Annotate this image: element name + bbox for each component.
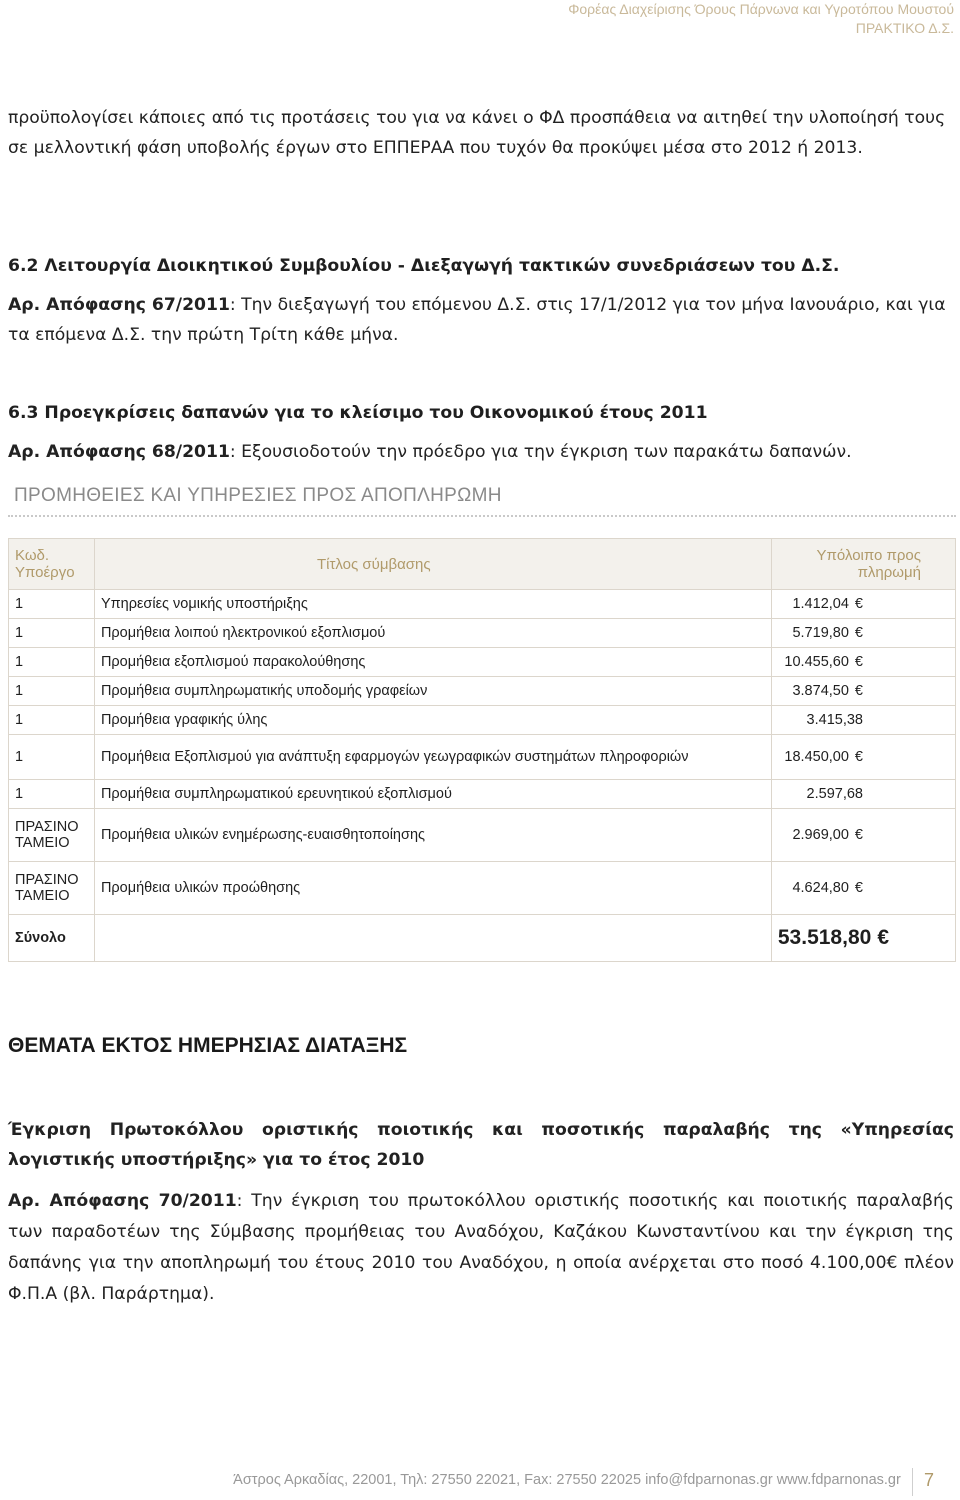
row-code: 1 xyxy=(9,619,95,648)
row-code: 1 xyxy=(9,677,95,706)
decision-70-text: : Την έγκριση του πρωτοκόλλου οριστικής ποσοτικής και ποιοτικής παραλαβής των παραδοτέων της Σύμβασης προμήθειας του Αναδόχου, Καζάκου Κωνσταντίνου και την έγκριση της δαπάνης για την αποπληρωμή του έτους 2010 του Αναδόχου, η οποία ανέρχεται στο ποσό 4.100,00€ πλέον Φ.Π.Α (βλ. Παράρτημα). xyxy=(8,1191,954,1304)
row-title: Προμήθεια υλικών προώθησης xyxy=(94,862,771,915)
procurement-title: ΠΡΟΜΗΘΕΙΕΣ ΚΑΙ ΥΠΗΡΕΣΙΕΣ ΠΡΟΣ ΑΠΟΠΛΗΡΩΜΗ xyxy=(14,485,502,506)
col-title-header: Τίτλος σύμβασης xyxy=(94,539,771,590)
table-row xyxy=(9,780,956,809)
row-code: 1 xyxy=(9,706,95,735)
decision-68-text: : Εξουσιοδοτούν την πρόεδρο για την έγκριση των παρακάτω δαπανών. xyxy=(229,442,852,462)
row-title: Προμήθεια γραφικής ύλης xyxy=(94,706,771,735)
total-value-cell xyxy=(771,915,955,962)
extra-topics-title: ΘΕΜΑΤΑ ΕΚΤΟΣ ΗΜΕΡΗΣΙΑΣ ΔΙΑΤΑΞΗΣ xyxy=(8,1034,408,1057)
intro-paragraph: προϋπολογίσει κάποιες από τις προτάσεις του για να κάνει ο ΦΔ προσπάθεια να αιτηθεί την υλοποίησή τους σε μελλοντική φάση υποβολής έργων στο ΕΠΠΕΡΑΑ που τυχόν θα προκύψει μέσα στο 2012 ή 2013. xyxy=(8,108,946,158)
decision-68 xyxy=(8,437,954,467)
row-title: Προμήθεια εξοπλισμού παρακολούθησης xyxy=(94,648,771,677)
row-code: 1 xyxy=(9,648,95,677)
expenses-table xyxy=(8,538,956,962)
approval-title: Έγκριση Πρωτοκόλλου οριστικής ποιοτικής και ποσοτικής παραλαβής της «Υπηρεσίας λογιστικής υποστήριξης» για το έτος 2010 xyxy=(8,1120,954,1170)
row-amount: 1.412,04 xyxy=(792,596,849,612)
table-header-row xyxy=(9,539,956,590)
decision-70-label: Αρ. Απόφασης 70/2011 xyxy=(8,1191,237,1211)
row-title: Προμήθεια συμπληρωματικής υποδομής γραφείων xyxy=(94,677,771,706)
decision-67-text: : Την διεξαγωγή του επόμενου Δ.Σ. στις 17/1/2012 για τον μήνα Ιανουάριο, και για τα επόμενα Δ.Σ. την πρώτη Τρίτη κάθε μήνα. xyxy=(8,295,946,345)
row-amount-cell xyxy=(771,780,955,809)
expenses-body xyxy=(9,590,956,962)
row-title: Υπηρεσίες νομικής υποστήριξης xyxy=(94,590,771,619)
row-amount: 4.624,80 xyxy=(792,880,849,896)
row-code: 1 xyxy=(9,780,95,809)
decision-68-label: Αρ. Απόφασης 68/2011 xyxy=(8,442,230,462)
footer-separator xyxy=(912,1468,913,1496)
table-row xyxy=(9,648,956,677)
euro-icon: € xyxy=(854,683,863,699)
row-title: Προμήθεια υλικών ενημέρωσης-ευαισθητοποίησης xyxy=(94,809,771,862)
decision-67 xyxy=(8,290,954,350)
table-row xyxy=(9,619,956,648)
table-row xyxy=(9,677,956,706)
euro-icon: € xyxy=(854,880,863,896)
euro-icon: € xyxy=(877,926,889,949)
row-code: 1 xyxy=(9,735,95,780)
total-empty-cell xyxy=(94,915,771,962)
page-number: 7 xyxy=(924,1470,935,1490)
table-row xyxy=(9,706,956,735)
row-amount: 2.597,68 xyxy=(806,786,863,802)
row-code: 1 xyxy=(9,590,95,619)
row-code: ΠΡΑΣΙΝΟ ΤΑΜΕΙΟ xyxy=(9,862,95,915)
section-6-3-title: 6.3 Προεγκρίσεις δαπανών για το κλείσιμο του Οικονομικού έτους 2011 xyxy=(8,403,708,423)
decision-67-label: Αρ. Απόφασης 67/2011 xyxy=(8,295,230,315)
euro-icon: € xyxy=(854,625,863,641)
table-row xyxy=(9,862,956,915)
table-row xyxy=(9,590,956,619)
row-amount: 10.455,60 xyxy=(784,654,849,670)
row-title: Προμήθεια λοιπού ηλεκτρονικού εξοπλισμού xyxy=(94,619,771,648)
table-row xyxy=(9,809,956,862)
procurement-divider xyxy=(8,515,956,517)
row-amount-cell xyxy=(771,862,955,915)
header-org: Φορέας Διαχείρισης Όρους Πάρνωνα και Υγροτόπου Μουστού xyxy=(568,1,954,17)
row-amount-cell xyxy=(771,706,955,735)
row-title: Προμήθεια Εξοπλισμού για ανάπτυξη εφαρμογών γεωγραφικών συστημάτων πληροφοριών xyxy=(94,735,771,780)
footer-contact: Άστρος Αρκαδίας, 22001, Τηλ: 27550 22021, Fax: 27550 22025 info@fdparnonas.gr www.fdparnonas.gr xyxy=(233,1472,901,1488)
decision-70 xyxy=(8,1186,954,1310)
row-amount-cell xyxy=(771,590,955,619)
euro-icon: € xyxy=(854,749,863,765)
row-amount: 18.450,00 xyxy=(784,749,849,765)
euro-icon: € xyxy=(854,827,863,843)
row-amount-cell xyxy=(771,677,955,706)
total-row xyxy=(9,915,956,962)
row-amount-cell xyxy=(771,648,955,677)
row-amount: 2.969,00 xyxy=(792,827,849,843)
section-6-2-title: 6.2 Λειτουργία Διοικητικού Συμβουλίου - Διεξαγωγή τακτικών συνεδριάσεων του Δ.Σ. xyxy=(8,256,840,276)
total-label: Σύνολο xyxy=(9,915,95,962)
row-code: ΠΡΑΣΙΝΟ ΤΑΜΕΙΟ xyxy=(9,809,95,862)
row-amount: 5.719,80 xyxy=(792,625,849,641)
row-amount: 3.874,50 xyxy=(792,683,849,699)
row-amount-cell xyxy=(771,735,955,780)
euro-icon: € xyxy=(854,596,863,612)
col-code-header: Κωδ. Υποέργο xyxy=(9,539,95,590)
row-amount: 3.415,38 xyxy=(806,712,863,728)
table-row xyxy=(9,735,956,780)
row-amount-cell xyxy=(771,619,955,648)
row-title: Προμήθεια συμπληρωματικού ερευνητικού εξοπλισμού xyxy=(94,780,771,809)
col-balance-header: Υπόλοιπο προς πληρωμή xyxy=(771,539,955,590)
euro-icon: € xyxy=(854,654,863,670)
row-amount-cell xyxy=(771,809,955,862)
total-value: 53.518,80 xyxy=(777,926,872,949)
header-doc: ΠΡΑΚΤΙΚΟ Δ.Σ. xyxy=(855,20,954,36)
